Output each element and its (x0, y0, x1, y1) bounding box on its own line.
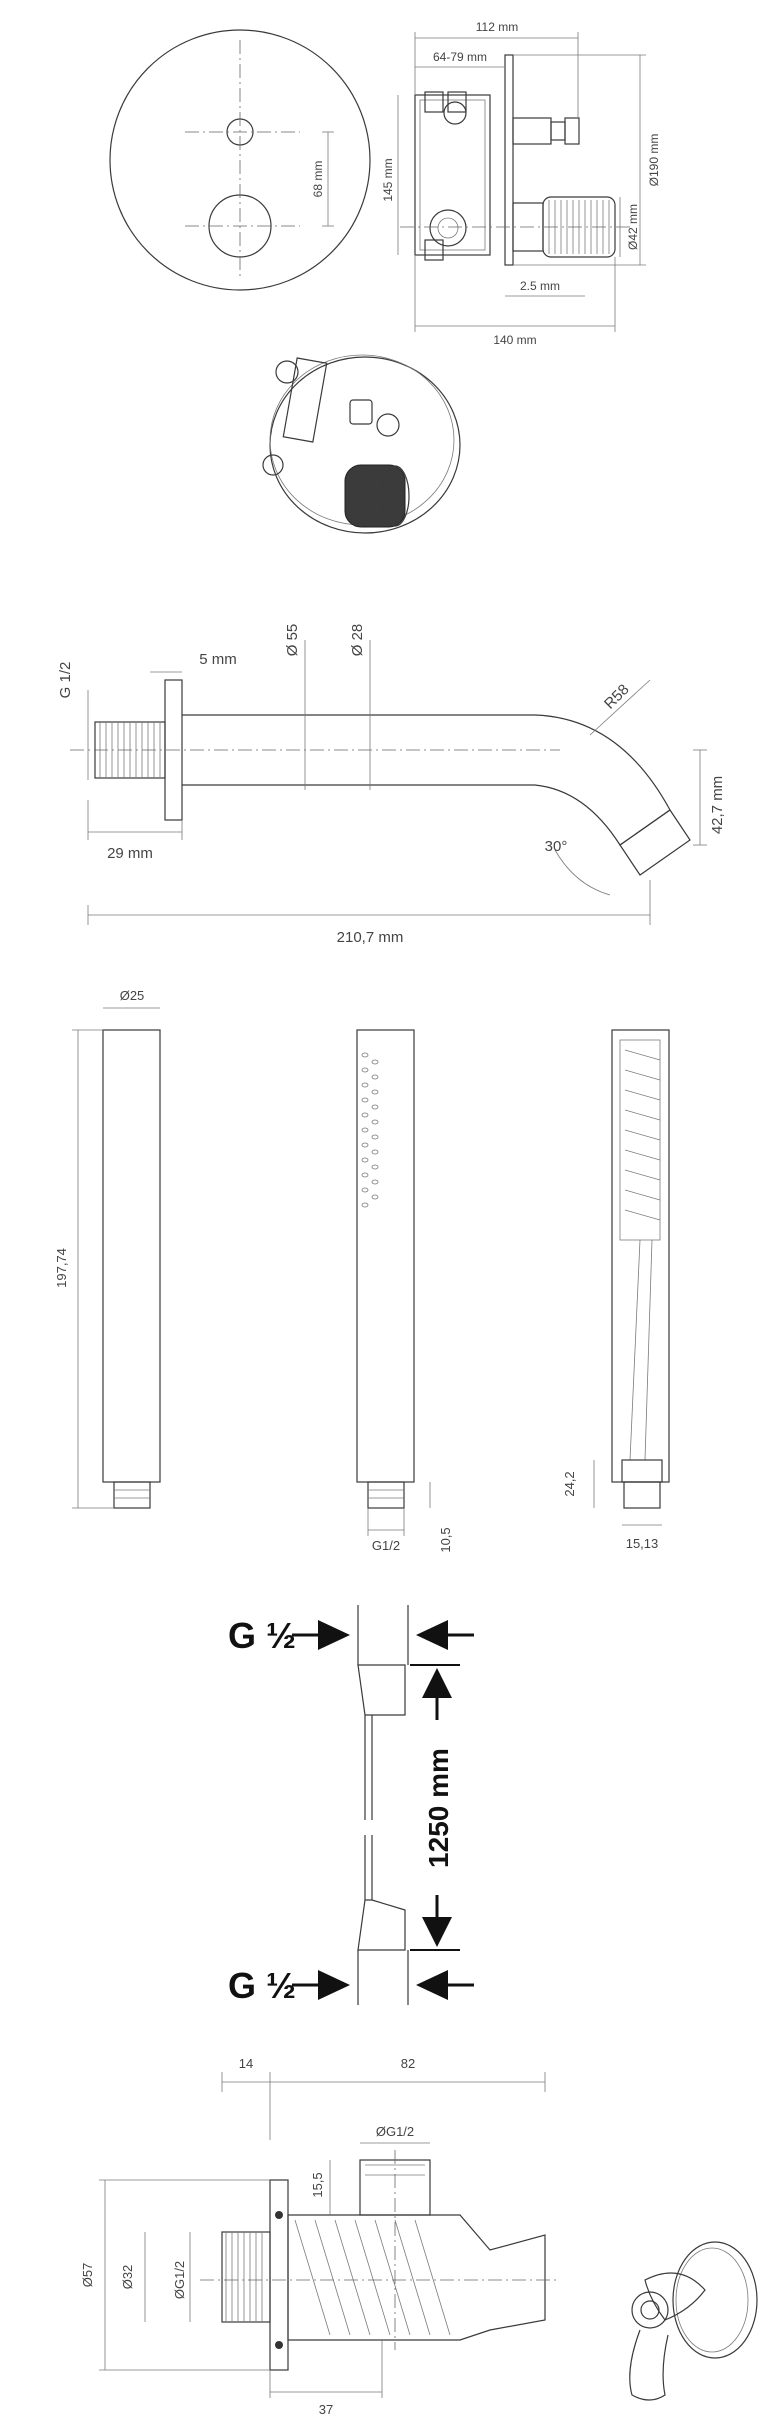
mixer-front-view (110, 30, 370, 290)
dim-30deg: 30° (544, 838, 568, 855)
dim-d25: Ø25 (119, 988, 145, 1003)
dim-d57: Ø57 (80, 2262, 95, 2288)
dim-2-5mm: 2.5 mm (519, 279, 561, 293)
mixer-side-view (381, 20, 661, 347)
mixer-isometric-view (263, 355, 460, 533)
spout-drawing (57, 624, 726, 946)
dim-d55: Ø 55 (284, 623, 301, 657)
dim-64-79mm: 64-79 mm (432, 50, 488, 64)
dim-82: 82 (400, 2056, 416, 2071)
dim-10-5: 10,5 (438, 1527, 453, 1553)
dim-g1-2: G 1/2 (57, 661, 74, 699)
dim-24-2: 24,2 (562, 1471, 577, 1497)
dim-15-13: 15,13 (625, 1536, 659, 1551)
handshower-front-view (54, 988, 160, 1508)
dim-g1-2-side: ØG1/2 (172, 2260, 187, 2300)
label-g-half-top: G ½ (228, 1615, 297, 1656)
dim-5mm: 5 mm (199, 651, 237, 668)
handshower-section-view (562, 1030, 669, 1551)
dim-145mm: 145 mm (381, 158, 395, 202)
label-1250mm: 1250 mm (423, 1748, 454, 1868)
dim-r58: R58 (601, 681, 633, 713)
dim-112mm: 112 mm (475, 20, 519, 34)
holder-drawing (80, 2056, 560, 2417)
dim-d28: Ø 28 (349, 623, 366, 657)
dim-14: 14 (238, 2056, 254, 2071)
dim-68mm: 68 mm (311, 160, 325, 198)
dim-d32: Ø32 (120, 2264, 135, 2290)
dim-37: 37 (318, 2402, 334, 2417)
dim-197-74: 197,74 (54, 1248, 69, 1288)
dim-42-7mm: 42,7 mm (709, 775, 726, 835)
dim-g1-2-top: ØG1/2 (375, 2124, 415, 2139)
dim-d42mm: Ø42 mm (626, 203, 640, 251)
dim-140mm: 140 mm (493, 333, 537, 347)
dim-29mm: 29 mm (107, 845, 153, 862)
hose-drawing (228, 1605, 474, 2006)
handshower-nozzle-view (357, 1030, 453, 1553)
dim-210-7mm: 210,7 mm (336, 929, 404, 946)
dim-15-5: 15,5 (310, 2172, 325, 2198)
dim-g1-2-handshower: G1/2 (371, 1538, 401, 1553)
label-g-half-bottom: G ½ (228, 1965, 297, 2006)
holder-isometric-view (630, 2242, 757, 2400)
dim-d190mm: Ø190 mm (647, 133, 661, 187)
